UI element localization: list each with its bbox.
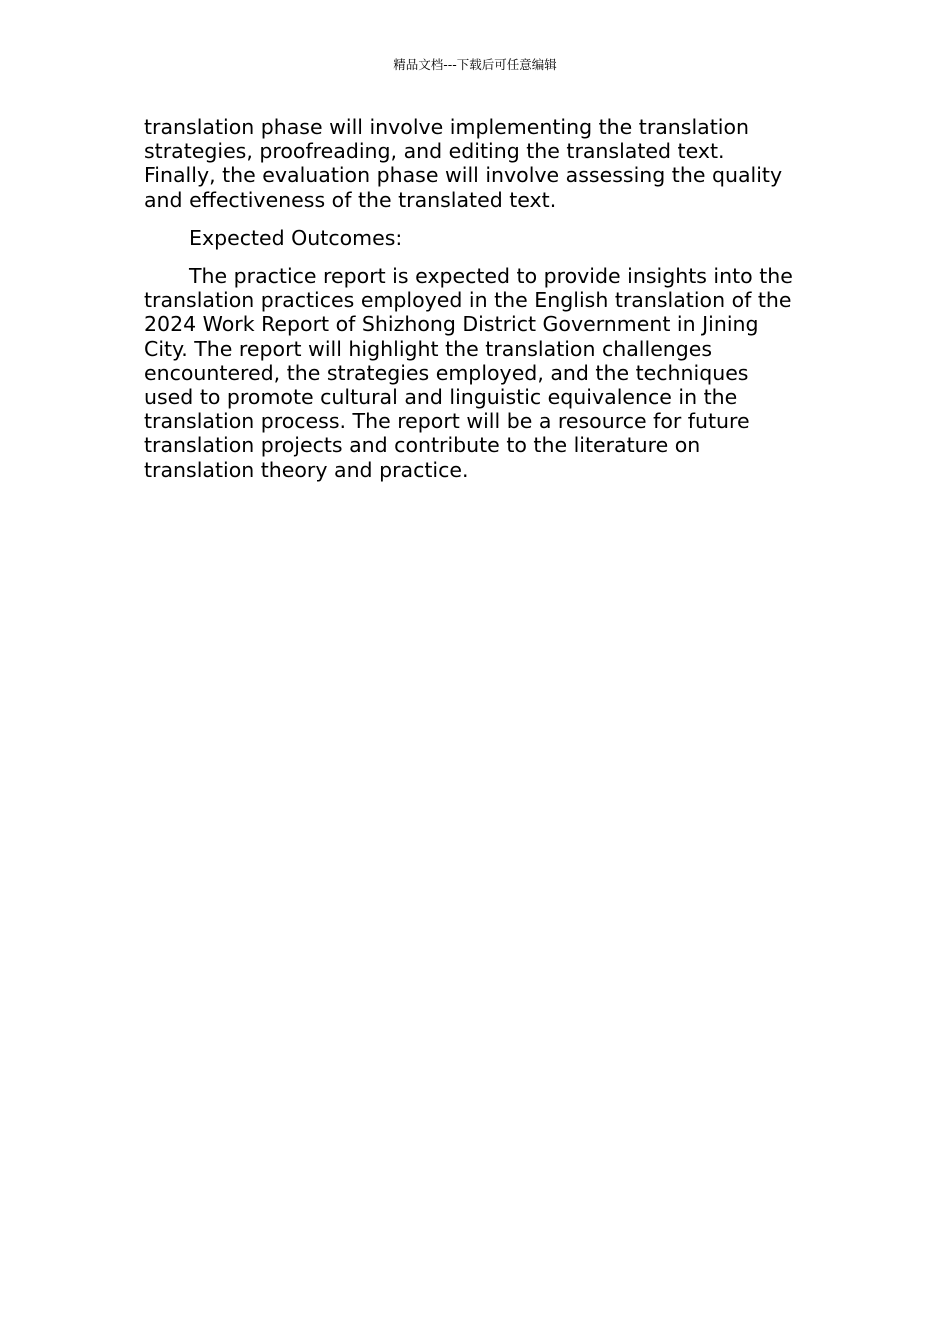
page-header: 精品文档---下载后可任意编辑 (393, 57, 557, 72)
text-line: translation process. The report will be a resource for future (144, 409, 750, 434)
text-line: The practice report is expected to provide insights into the (189, 264, 793, 289)
text-line: translation practices employed in the English translation of the (144, 288, 792, 313)
text-line: strategies, proofreading, and editing the translated text. (144, 139, 725, 164)
section-heading-expected-outcomes: Expected Outcomes: (189, 225, 403, 250)
text-line: translation projects and contribute to the literature on (144, 433, 701, 458)
paragraph-translation-evaluation (144, 115, 816, 212)
text-line: translation phase will involve implementing the translation (144, 115, 750, 139)
text-line: 2024 Work Report of Shizhong District Government in Jining (144, 312, 759, 337)
text-line: encountered, the strategies employed, and the techniques (144, 360, 749, 385)
text-line: Finally, the evaluation phase will involve assessing the quality (144, 163, 783, 188)
text-line: used to promote cultural and linguistic equivalence in the (144, 385, 738, 410)
text-line: and effectiveness of the translated text. (144, 187, 557, 212)
paragraph-expected-outcomes (144, 264, 816, 482)
document-body (144, 115, 816, 482)
text-line: translation theory and practice. (144, 457, 469, 482)
text-line: City. The report will highlight the translation challenges (144, 336, 713, 361)
